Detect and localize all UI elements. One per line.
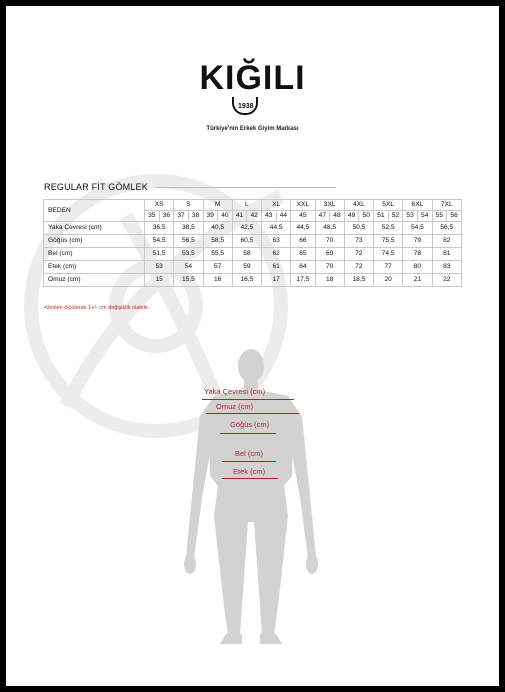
measurement-value: 22 bbox=[432, 274, 461, 287]
measurement-value: 79 bbox=[403, 235, 432, 248]
shoulder-line bbox=[206, 413, 299, 414]
measurement-value: 54,5 bbox=[403, 222, 432, 235]
measurement-label: Bel (cm) bbox=[44, 248, 145, 261]
eu-size-cell: 47 bbox=[315, 211, 330, 222]
measurement-value: 62 bbox=[262, 248, 291, 261]
tolerance-footnote: •Verilen ölçülerde 1+/- cm değişiklik olabilir. bbox=[44, 305, 150, 311]
measurement-value: 15,5 bbox=[174, 274, 203, 287]
measurement-value: 16,5 bbox=[232, 274, 261, 287]
measurement-value: 53,5 bbox=[174, 248, 203, 261]
measurement-value: 70 bbox=[315, 235, 344, 248]
measurement-value: 64 bbox=[291, 261, 315, 274]
measurement-value: 81 bbox=[432, 248, 461, 261]
eu-size-cell: 43 bbox=[262, 211, 277, 222]
measurement-value: 61 bbox=[262, 261, 291, 274]
eu-size-cell: 45 bbox=[291, 211, 315, 222]
eu-size-cell: 42 bbox=[247, 211, 262, 222]
brand-logo bbox=[6, 59, 499, 110]
measurement-value: 75,5 bbox=[374, 235, 403, 248]
measurement-label: Omuz (cm) bbox=[44, 274, 145, 287]
eu-size-cell: 53 bbox=[403, 211, 418, 222]
neck-label: Yaka Çevresi (cm) bbox=[204, 387, 266, 396]
measurement-value: 74,5 bbox=[374, 248, 403, 261]
brand-wordmark: KIĞILI bbox=[199, 59, 306, 97]
measurement-value: 36,5 bbox=[145, 222, 174, 235]
measurement-row bbox=[44, 274, 462, 287]
measurement-value: 17 bbox=[262, 274, 291, 287]
measurement-value: 57 bbox=[203, 261, 232, 274]
measurement-label: Yaka Çevresi (cm) bbox=[44, 222, 145, 235]
waist-label: Bel (cm) bbox=[235, 449, 263, 458]
size-header-cell: XXL bbox=[291, 200, 315, 211]
measurement-value: 53 bbox=[145, 261, 174, 274]
measurement-value: 16 bbox=[203, 274, 232, 287]
measurement-value: 54 bbox=[174, 261, 203, 274]
measurement-rows bbox=[44, 222, 462, 287]
measurement-value: 65 bbox=[291, 248, 315, 261]
eu-size-cell: 41 bbox=[232, 211, 247, 222]
shoulder-label: Omuz (cm) bbox=[216, 402, 254, 411]
eu-size-cell: 35 bbox=[145, 211, 160, 222]
size-header-cell: XL bbox=[262, 200, 291, 211]
hem-line bbox=[222, 478, 278, 479]
measurement-value: 60,5 bbox=[232, 235, 261, 248]
measurement-value: 55,5 bbox=[203, 248, 232, 261]
measurement-value: 51,5 bbox=[145, 248, 174, 261]
eu-size-cell: 37 bbox=[174, 211, 189, 222]
hem-label: Etek (cm) bbox=[233, 467, 266, 476]
measurement-value: 38,5 bbox=[174, 222, 203, 235]
measurement-label: Etek (cm) bbox=[44, 261, 145, 274]
measurement-row bbox=[44, 222, 462, 235]
measurement-value: 50,5 bbox=[344, 222, 373, 235]
neck-line bbox=[202, 399, 294, 400]
measurement-value: 70 bbox=[315, 261, 344, 274]
measurement-row bbox=[44, 248, 462, 261]
eu-size-cell: 51 bbox=[374, 211, 389, 222]
eu-size-cell: 36 bbox=[159, 211, 174, 222]
size-header-cell: L bbox=[232, 200, 261, 211]
eu-size-cell: 54 bbox=[417, 211, 432, 222]
brand-year: 1938 bbox=[238, 103, 254, 110]
measurement-value: 18 bbox=[315, 274, 344, 287]
eu-size-cell: 52 bbox=[388, 211, 403, 222]
title-divider bbox=[156, 187, 336, 188]
measurement-value: 80 bbox=[403, 261, 432, 274]
size-header-cell: 6XL bbox=[403, 200, 432, 211]
size-header-cell: 5XL bbox=[374, 200, 403, 211]
eu-size-cell: 44 bbox=[276, 211, 291, 222]
measurement-value: 44,5 bbox=[291, 222, 315, 235]
eu-size-cell: 49 bbox=[344, 211, 359, 222]
measurement-value: 58 bbox=[232, 248, 261, 261]
measurement-value: 59 bbox=[232, 261, 261, 274]
measurement-value: 72 bbox=[344, 248, 373, 261]
size-header-cell: 4XL bbox=[344, 200, 373, 211]
size-header-cell: S bbox=[174, 200, 203, 211]
measurement-value: 18,5 bbox=[344, 274, 373, 287]
measurement-row bbox=[44, 235, 462, 248]
beden-header: BEDEN bbox=[44, 200, 145, 222]
chest-line bbox=[220, 433, 276, 434]
measurement-value: 40,5 bbox=[203, 222, 232, 235]
measurement-value: 48,5 bbox=[315, 222, 344, 235]
size-table bbox=[43, 199, 462, 287]
measurement-value: 77 bbox=[374, 261, 403, 274]
eu-size-cell: 55 bbox=[432, 211, 447, 222]
eu-size-cell: 39 bbox=[203, 211, 218, 222]
measurement-value: 58,5 bbox=[203, 235, 232, 248]
eu-size-cell: 38 bbox=[188, 211, 203, 222]
measurement-value: 17,5 bbox=[291, 274, 315, 287]
measurement-label: Göğüs (cm) bbox=[44, 235, 145, 248]
measurement-value: 56,5 bbox=[174, 235, 203, 248]
page-title: REGULAR FİT GÖMLEK bbox=[44, 182, 148, 192]
size-header-cell: 3XL bbox=[315, 200, 344, 211]
measurement-value: 54,5 bbox=[145, 235, 174, 248]
brand-tagline: Türkiye'nin Erkek Giyim Markası bbox=[206, 126, 299, 132]
measurement-value: 63 bbox=[262, 235, 291, 248]
chest-label: Göğüs (cm) bbox=[230, 420, 270, 429]
measurement-value: 42,5 bbox=[232, 222, 261, 235]
eu-size-cell: 56 bbox=[447, 211, 462, 222]
size-chart-page bbox=[6, 6, 499, 686]
measurement-value: 72 bbox=[344, 261, 373, 274]
measurement-value: 15 bbox=[145, 274, 174, 287]
measurement-value: 73 bbox=[344, 235, 373, 248]
measurement-value: 78 bbox=[403, 248, 432, 261]
measurement-value: 83 bbox=[432, 261, 461, 274]
measurement-value: 69 bbox=[315, 248, 344, 261]
eu-size-cell: 50 bbox=[359, 211, 374, 222]
measurement-value: 20 bbox=[374, 274, 403, 287]
size-header-cell: M bbox=[203, 200, 232, 211]
size-header-cell: 7XL bbox=[432, 200, 461, 211]
measurement-value: 66 bbox=[291, 235, 315, 248]
measurement-value: 82 bbox=[432, 235, 461, 248]
eu-size-cell: 40 bbox=[218, 211, 233, 222]
size-header-cell: XS bbox=[145, 200, 174, 211]
measurement-value: 52,5 bbox=[374, 222, 403, 235]
eu-size-cell: 48 bbox=[330, 211, 345, 222]
measurement-value: 56,5 bbox=[432, 222, 461, 235]
measurement-value: 21 bbox=[403, 274, 432, 287]
waist-line bbox=[222, 461, 276, 462]
size-header-row bbox=[44, 200, 462, 211]
measurement-value: 44,5 bbox=[262, 222, 291, 235]
measurement-row bbox=[44, 261, 462, 274]
